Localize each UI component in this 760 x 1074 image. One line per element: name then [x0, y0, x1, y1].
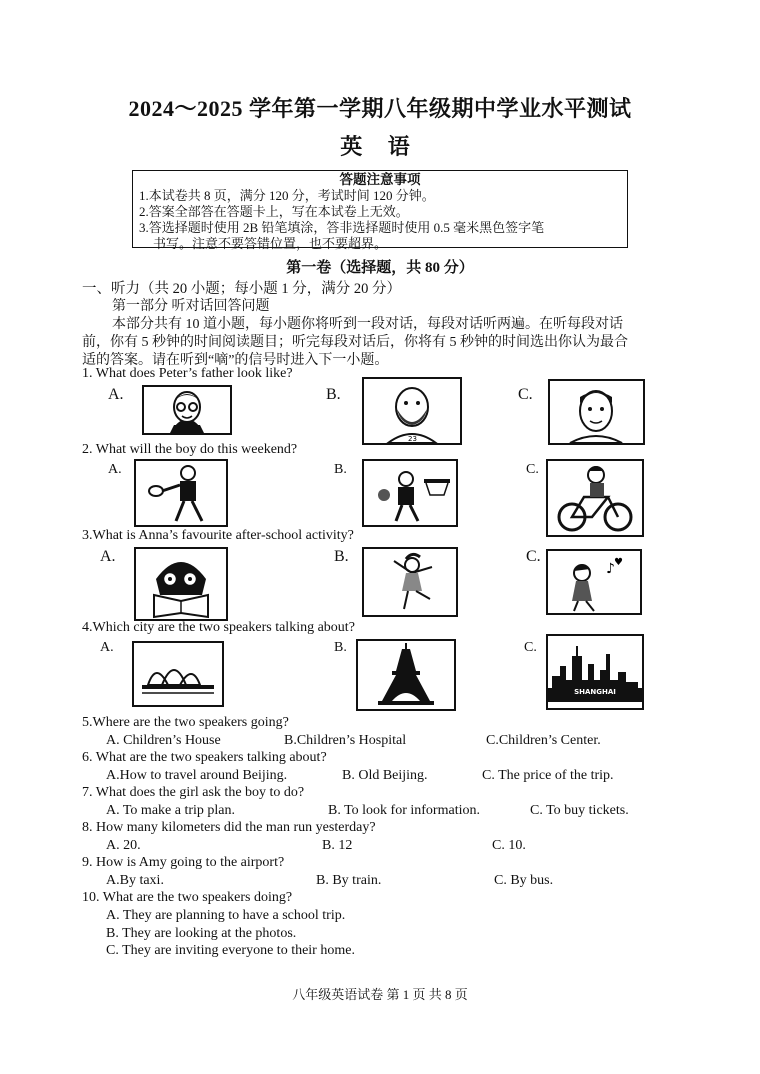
option-b: B. They are looking at the photos.	[106, 926, 297, 941]
option-label: C.	[524, 640, 537, 655]
short-hair-man-icon	[548, 379, 645, 445]
notice-item: 3.答选择题时使用 2B 铅笔填涂，答非选择题时使用 0.5 毫米黑色签字笔	[139, 220, 545, 235]
option-a: A. To make a trip plan.	[106, 803, 236, 818]
option-label: A.	[100, 640, 114, 655]
instructions-line: 前，你有 5 秒钟的时间阅读题目；听完每段对话后，你将有 5 秒钟的时间选出你认为最合	[82, 335, 628, 350]
option-label: A.	[100, 548, 116, 565]
option-c: C.Children’s Center.	[486, 733, 601, 748]
option-label: B.	[334, 548, 349, 565]
dancing-icon	[362, 547, 458, 617]
question-2: 2. What will the boy do this weekend?	[82, 442, 298, 457]
svg-text:23: 23	[408, 435, 417, 443]
option-a: A. Children’s House	[106, 733, 221, 748]
option-a: A. 20.	[106, 838, 141, 853]
exam-title: 2024～2025 学年第一学期八年级期中学业水平测试	[128, 96, 632, 121]
option-label: B.	[334, 640, 347, 655]
question-3: 3.What is Anna’s favourite after-school activity?	[82, 528, 354, 543]
option-b: B. 12	[322, 838, 353, 853]
subject-title: 英 语	[340, 134, 420, 159]
notice-box	[132, 170, 628, 251]
svg-text:♥: ♥	[614, 557, 623, 568]
option-a: A.How to travel around Beijing.	[106, 768, 288, 783]
option-b: B. Old Beijing.	[342, 768, 428, 783]
bearded-man-icon	[362, 377, 462, 445]
tennis-icon	[134, 459, 228, 527]
notice-item: 书写。注意不要答错位置，也不要超界。	[153, 236, 388, 251]
option-b: B.Children’s Hospital	[284, 733, 407, 748]
question-10: 10. What are the two speakers doing?	[82, 890, 293, 905]
question-6: 6. What are the two speakers talking about?	[82, 750, 327, 765]
question-9: 9. How is Amy going to the airport?	[82, 855, 285, 870]
notice-heading: 答题注意事项	[339, 172, 421, 187]
option-label: B.	[334, 462, 347, 477]
reading-icon	[134, 547, 228, 621]
question-7: 7. What does the girl ask the boy to do?	[82, 785, 305, 800]
instructions-line: 适的答案。请在听到“嘀”的信号时进入下一小题。	[82, 353, 389, 368]
notice-item: 2.答案全部答在答题卡上，写在本试卷上无效。	[139, 204, 409, 219]
cycling-icon	[546, 459, 644, 537]
shanghai-skyline-icon	[546, 634, 644, 710]
question-4: 4.Which city are the two speakers talking about?	[82, 620, 355, 635]
option-b: B. To look for information.	[328, 803, 480, 818]
option-label: C.	[526, 462, 539, 477]
question-1: 1. What does Peter’s father look like?	[82, 366, 293, 381]
man-with-glasses-icon	[142, 385, 232, 435]
shanghai-caption: SHANGHAI	[574, 688, 616, 696]
option-b: B. By train.	[316, 873, 382, 888]
option-label: A.	[108, 386, 124, 403]
option-c: C. By bus.	[494, 873, 554, 888]
svg-text:♪: ♪	[606, 561, 615, 577]
singing-icon	[546, 549, 642, 615]
option-a: A. They are planning to have a school trip.	[106, 908, 346, 923]
notice-item: 1.本试卷共 8 页，满分 120 分，考试时间 120 分钟。	[139, 188, 435, 203]
option-label: B.	[326, 386, 341, 403]
page-footer: 八年级英语试卷 第 1 页 共 8 页	[292, 987, 468, 1002]
part-heading: 一、听力（共 20 小题；每小题 1 分，满分 20 分）	[82, 281, 401, 297]
option-a: A.By taxi.	[106, 873, 164, 888]
option-c: C. The price of the trip.	[482, 768, 614, 783]
option-c: C. They are inviting everyone to their home.	[106, 943, 355, 958]
question-5: 5.Where are the two speakers going?	[82, 715, 289, 730]
eiffel-tower-icon	[356, 639, 456, 711]
sydney-opera-house-icon	[132, 641, 224, 707]
instructions-line: 本部分共有 10 道小题，每小题你将听到一段对话，每段对话听两遍。在听每段对话	[112, 317, 623, 332]
option-c: C. 10.	[492, 838, 526, 853]
sub-heading: 第一部分 听对话回答问题	[112, 299, 270, 314]
option-label: C.	[518, 386, 533, 403]
section-title: 第一卷（选择题，共 80 分）	[286, 260, 474, 276]
option-label: C.	[526, 548, 541, 565]
option-c: C. To buy tickets.	[530, 803, 629, 818]
question-8: 8. How many kilometers did the man run yesterday?	[82, 820, 376, 835]
option-label: A.	[108, 462, 122, 477]
basketball-icon	[362, 459, 458, 527]
